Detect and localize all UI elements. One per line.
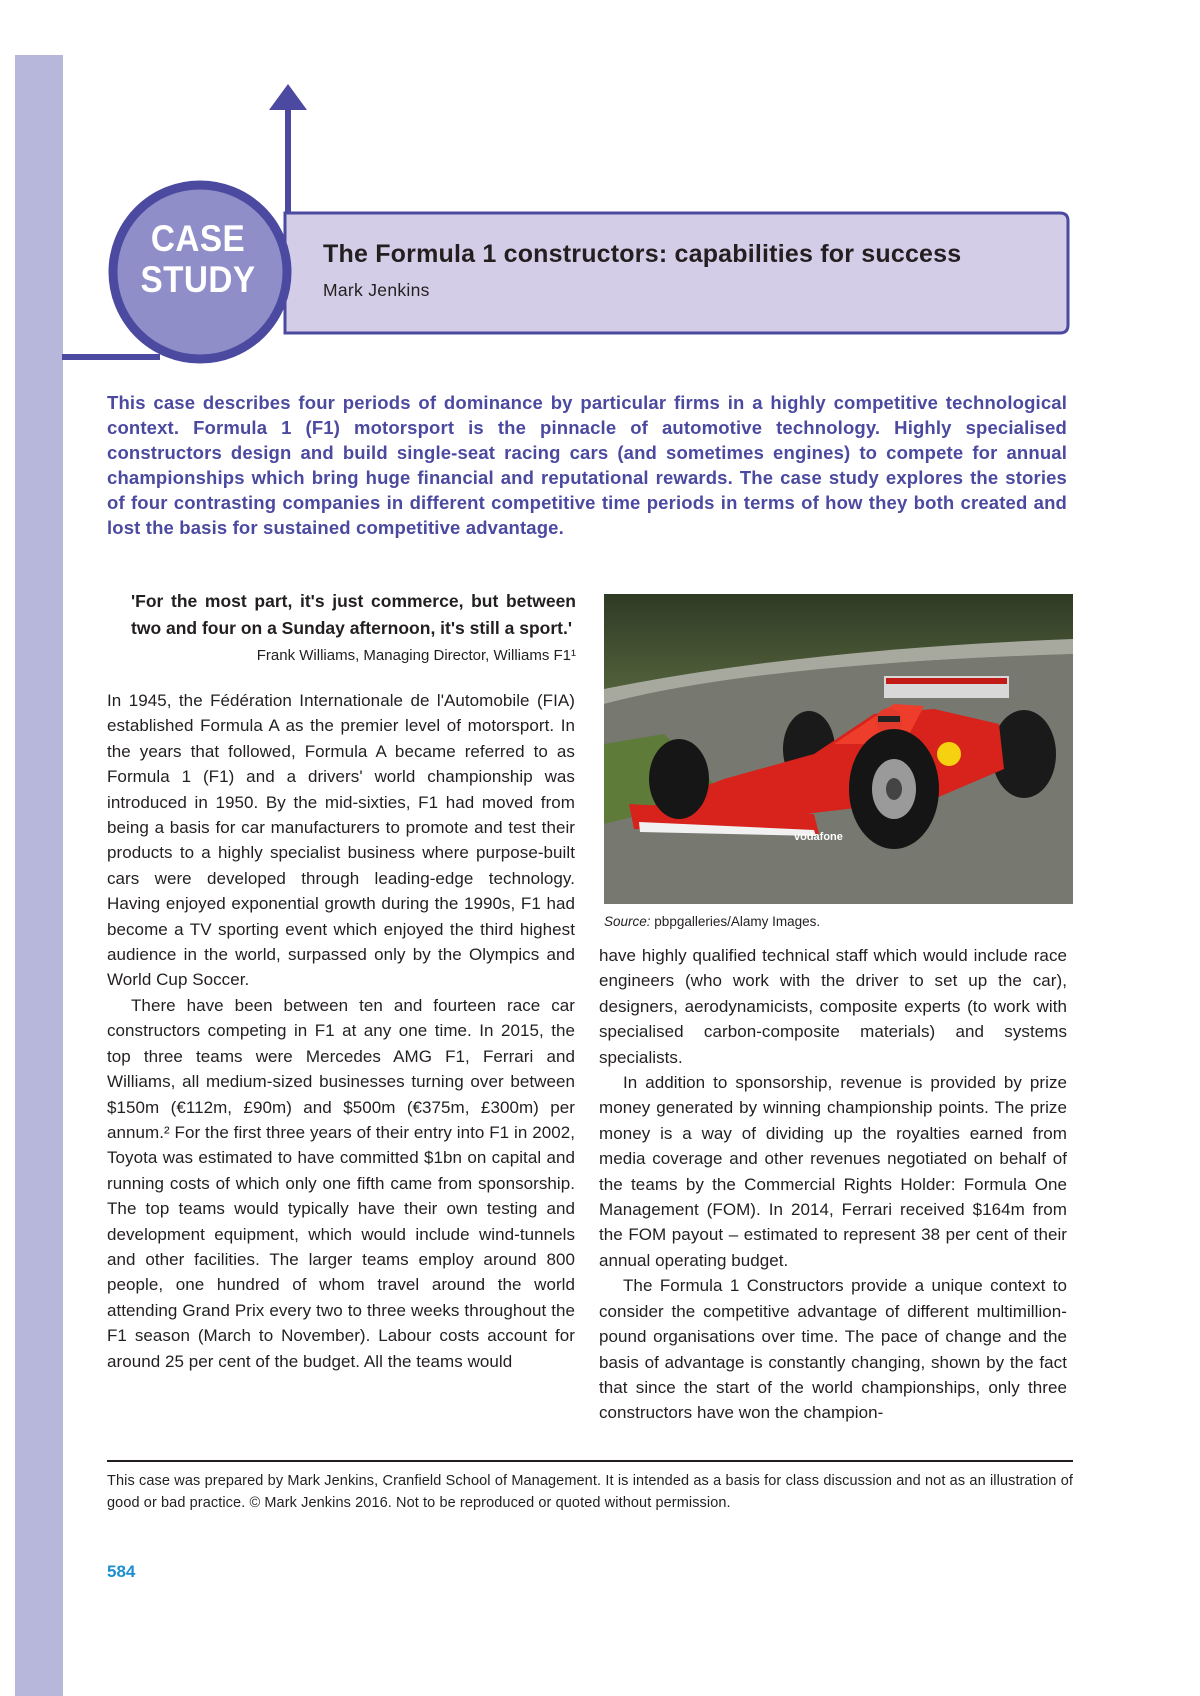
car-sponsor-logo: vodafone (794, 831, 843, 843)
caption-text: pbpgalleries/Alamy Images. (654, 914, 821, 929)
case-study-badge-label (120, 218, 277, 300)
badge-line-case: CASE (150, 218, 246, 259)
header-box (285, 213, 1068, 333)
body-paragraph: The Formula 1 Constructors provide a unique context to consider the competitive advantage of different multimillion-pound organisations over time. The pace of change and the basis of advantage is constantly changing, shown by the fact that since the start of the world championships, only three constructors have won the champion- (599, 1276, 1067, 1423)
f1-car-photo (604, 594, 1073, 904)
case-author: Mark Jenkins (323, 280, 430, 300)
intro-summary: This case describes four periods of dominance by particular firms in a highly competitive technological context. Formula 1 (F1) motorsport is the pinnacle of automotive technology. Highly specialised constructors design and build single-seat racing cars (and sometimes engines) to compete for annual championships which bring huge financial and reputational rewards. The case study explores the stories of four contrasting companies in different competitive time periods in terms of how they both created and lost the basis for sustained competitive advantage. (107, 392, 1067, 538)
body-paragraph: have highly qualified technical staff which would include race engineers (who work with the driver to set up the car), designers, aerodynamicists, composite experts (to work with specialised carbon-composite materials) and systems specialists. (599, 946, 1067, 1067)
footnote-divider (107, 1460, 1073, 1462)
body-paragraph: There have been between ten and fourteen race car constructors competing in F1 at any one time. In 2015, the top three teams were Mercedes AMG F1, Ferrari and Williams, all medium-sized businesses turning over between $150m (€112m, £90m) and $500m (€375m, £300m) per annum.² For the first three years of their entry into F1 in 2002, Toyota was estimated to have committed $1bn on capital and running costs of which only one fifth came from sponsorship. The top teams would typically have their own testing and development equipment, which would include wind-tunnels and other facilities. The larger teams employ around 800 people, one hundred of whom travel around the world attending Grand Prix every two to three weeks throughout the F1 season (March to November). Labour costs account for around 25 per cent of the budget. All the teams would (107, 995, 575, 1371)
page-number: 584 (107, 1562, 136, 1581)
arrow-up-icon (269, 84, 307, 110)
caption-label: Source: (604, 914, 651, 929)
case-study-decoration (0, 0, 1200, 400)
body-paragraph: In 1945, the Fédération Internationale de l'Automobile (FIA) established Formula A as the premier level of motorsport. In the years that followed, Formula A became referred to as Formula 1 (F1) and a drivers' world championship was introduced in 1950. By the mid-sixties, F1 had moved from being a basis for car manufacturers to promote and test their products to a highly specialist business where purpose-built cars were developed through leading-edge technology. Having enjoyed exponential growth during the 1990s, F1 had become a TV sporting event which enjoyed the third highest audience in the world, surpassed only by the Olympics and World Cup Soccer. (107, 691, 575, 990)
epigraph-attribution: Frank Williams, Managing Director, Williams F1¹ (256, 647, 576, 664)
badge-line-study: STUDY (140, 259, 256, 300)
left-column (107, 688, 575, 1374)
right-column (599, 943, 1067, 1426)
body-paragraph: In addition to sponsorship, revenue is provided by prize money generated by winning championship points. The prize money is a way of dividing up the royalties earned from media coverage and other revenues negotiated on behalf of the teams by the Commercial Rights Holder: Formula One Management (FOM). In 2014, Ferrari received $164m from the FOM payout – estimated to represent 38 per cent of their annual operating budget. (599, 1073, 1067, 1270)
case-title: The Formula 1 constructors: capabilities for success (323, 240, 962, 268)
footnote: This case was prepared by Mark Jenkins, Cranfield School of Management. It is intended as a basis for class discussion and not as an illustration of good or bad practice. © Mark Jenkins 2016. Not to be reproduced or quoted without permission. (107, 1473, 1073, 1511)
epigraph-quote: 'For the most part, it's just commerce, but between two and four on a Sunday afternoon, it's still a sport.' (131, 591, 576, 638)
photo-caption (604, 914, 820, 929)
